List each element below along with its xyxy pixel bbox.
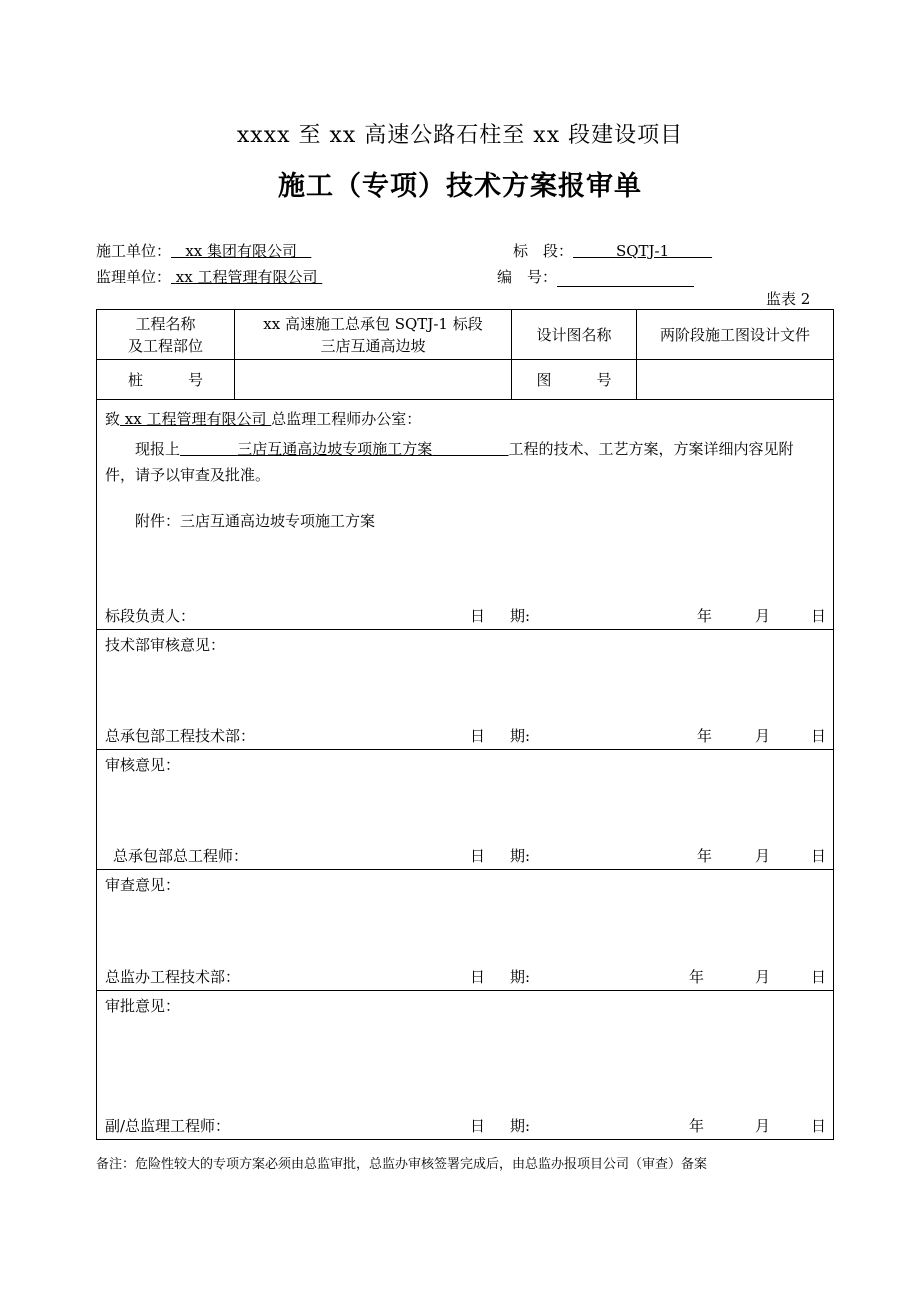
construction-unit-label: 施工单位： (96, 242, 172, 260)
signature-row (97, 605, 833, 625)
supervision-unit-label: 监理单位： (96, 268, 172, 286)
review-block-chief-engineer (97, 750, 833, 869)
day-label[interactable]: 日 (811, 847, 827, 865)
drawing-no-value[interactable] (637, 360, 834, 400)
year-label[interactable]: 年 (689, 1117, 705, 1135)
design-drawing-value[interactable]: 两阶段施工图设计文件 (637, 310, 834, 360)
signature-row (97, 1115, 833, 1135)
project-name-label: 工程名称 及工程部位 (97, 310, 235, 360)
date-period-label: 期: (510, 727, 531, 745)
opinion-label: 审核意见： (105, 756, 181, 774)
signer-label: 总承包部总工程师： (113, 847, 249, 865)
station-label: 桩 号 (97, 360, 235, 400)
number-row (497, 266, 694, 287)
date-day-label: 日 (470, 727, 486, 745)
day-label[interactable]: 日 (811, 727, 827, 745)
day-label[interactable]: 日 (811, 968, 827, 986)
construction-unit-row (96, 240, 311, 261)
signature-row (97, 845, 833, 865)
date-day-label: 日 (470, 1117, 486, 1135)
number-label: 编 号： (497, 268, 558, 286)
signature-row (97, 966, 833, 986)
submission-body-line2: 件，请予以审查及批准。 (105, 466, 271, 484)
signature-row (97, 725, 833, 745)
signer-label: 总监办工程技术部： (105, 968, 241, 986)
year-label[interactable]: 年 (697, 607, 713, 625)
form-title: 施工（专项）技术方案报审单 (278, 171, 642, 202)
addressee-company[interactable]: xx 工程管理有限公司 (124, 410, 267, 428)
signer-label: 总承包部工程技术部： (105, 727, 256, 745)
footer-note: 备注：危险性较大的专项方案必须由总监审批，总监办审核签署完成后，由总监办报项目公司（审查）备案 (96, 1157, 708, 1172)
date-day-label: 日 (470, 607, 486, 625)
signer-label: 标段负责人： (105, 607, 196, 625)
section-row (513, 240, 712, 261)
signer-label: 副/总监理工程师： (105, 1117, 231, 1135)
attachment-line: 附件：三店互通高边坡专项施工方案 (135, 512, 376, 530)
opinion-label: 技术部审核意见： (105, 636, 226, 654)
supervision-unit-value[interactable]: xx 工程管理有限公司 (175, 268, 318, 286)
project-title: xxxx 至 xx 高速公路石柱至 xx 段建设项目 (236, 123, 684, 148)
design-drawing-label: 设计图名称 (512, 310, 637, 360)
date-day-label: 日 (470, 968, 486, 986)
date-period-label: 期: (510, 1117, 531, 1135)
year-label[interactable]: 年 (689, 968, 705, 986)
review-block-chief-supervisor (97, 991, 833, 1139)
month-label[interactable]: 月 (755, 968, 771, 986)
review-block-supervision-tech (97, 870, 833, 990)
addressee-line: 致 xx 工程管理有限公司 总监理工程师办公室： (105, 410, 422, 428)
month-label[interactable]: 月 (755, 727, 771, 745)
approval-form-table (96, 309, 834, 1140)
review-block-tech-dept (97, 630, 833, 749)
submission-body: 现报上 三店互通高边坡专项施工方案 工程的技术、工艺方案，方案详细内容见附 (135, 440, 794, 458)
month-label[interactable]: 月 (755, 607, 771, 625)
opinion-label: 审批意见： (105, 997, 181, 1015)
submission-plan-name[interactable]: 三店互通高边坡专项施工方案 (237, 440, 433, 458)
date-period-label: 期: (510, 847, 531, 865)
month-label[interactable]: 月 (755, 1117, 771, 1135)
station-value[interactable] (235, 360, 512, 400)
number-value[interactable] (557, 270, 694, 287)
drawing-no-label: 图 号 (512, 360, 637, 400)
section-value[interactable]: SQTJ-1 (615, 242, 670, 260)
opinion-label: 审查意见： (105, 876, 181, 894)
date-day-label: 日 (470, 847, 486, 865)
day-label[interactable]: 日 (811, 1117, 827, 1135)
submission-block (97, 400, 833, 629)
year-label[interactable]: 年 (697, 847, 713, 865)
section-label: 标 段： (513, 242, 574, 260)
project-name-value[interactable]: xx 高速施工总承包 SQTJ-1 标段 三店互通高边坡 (235, 310, 512, 360)
date-period-label: 期: (510, 968, 531, 986)
date-period-label: 期: (510, 607, 531, 625)
year-label[interactable]: 年 (697, 727, 713, 745)
form-code: 监表 2 (766, 290, 811, 308)
month-label[interactable]: 月 (755, 847, 771, 865)
supervision-unit-row (96, 266, 322, 287)
day-label[interactable]: 日 (811, 607, 827, 625)
construction-unit-value[interactable]: xx 集团有限公司 (185, 242, 298, 260)
